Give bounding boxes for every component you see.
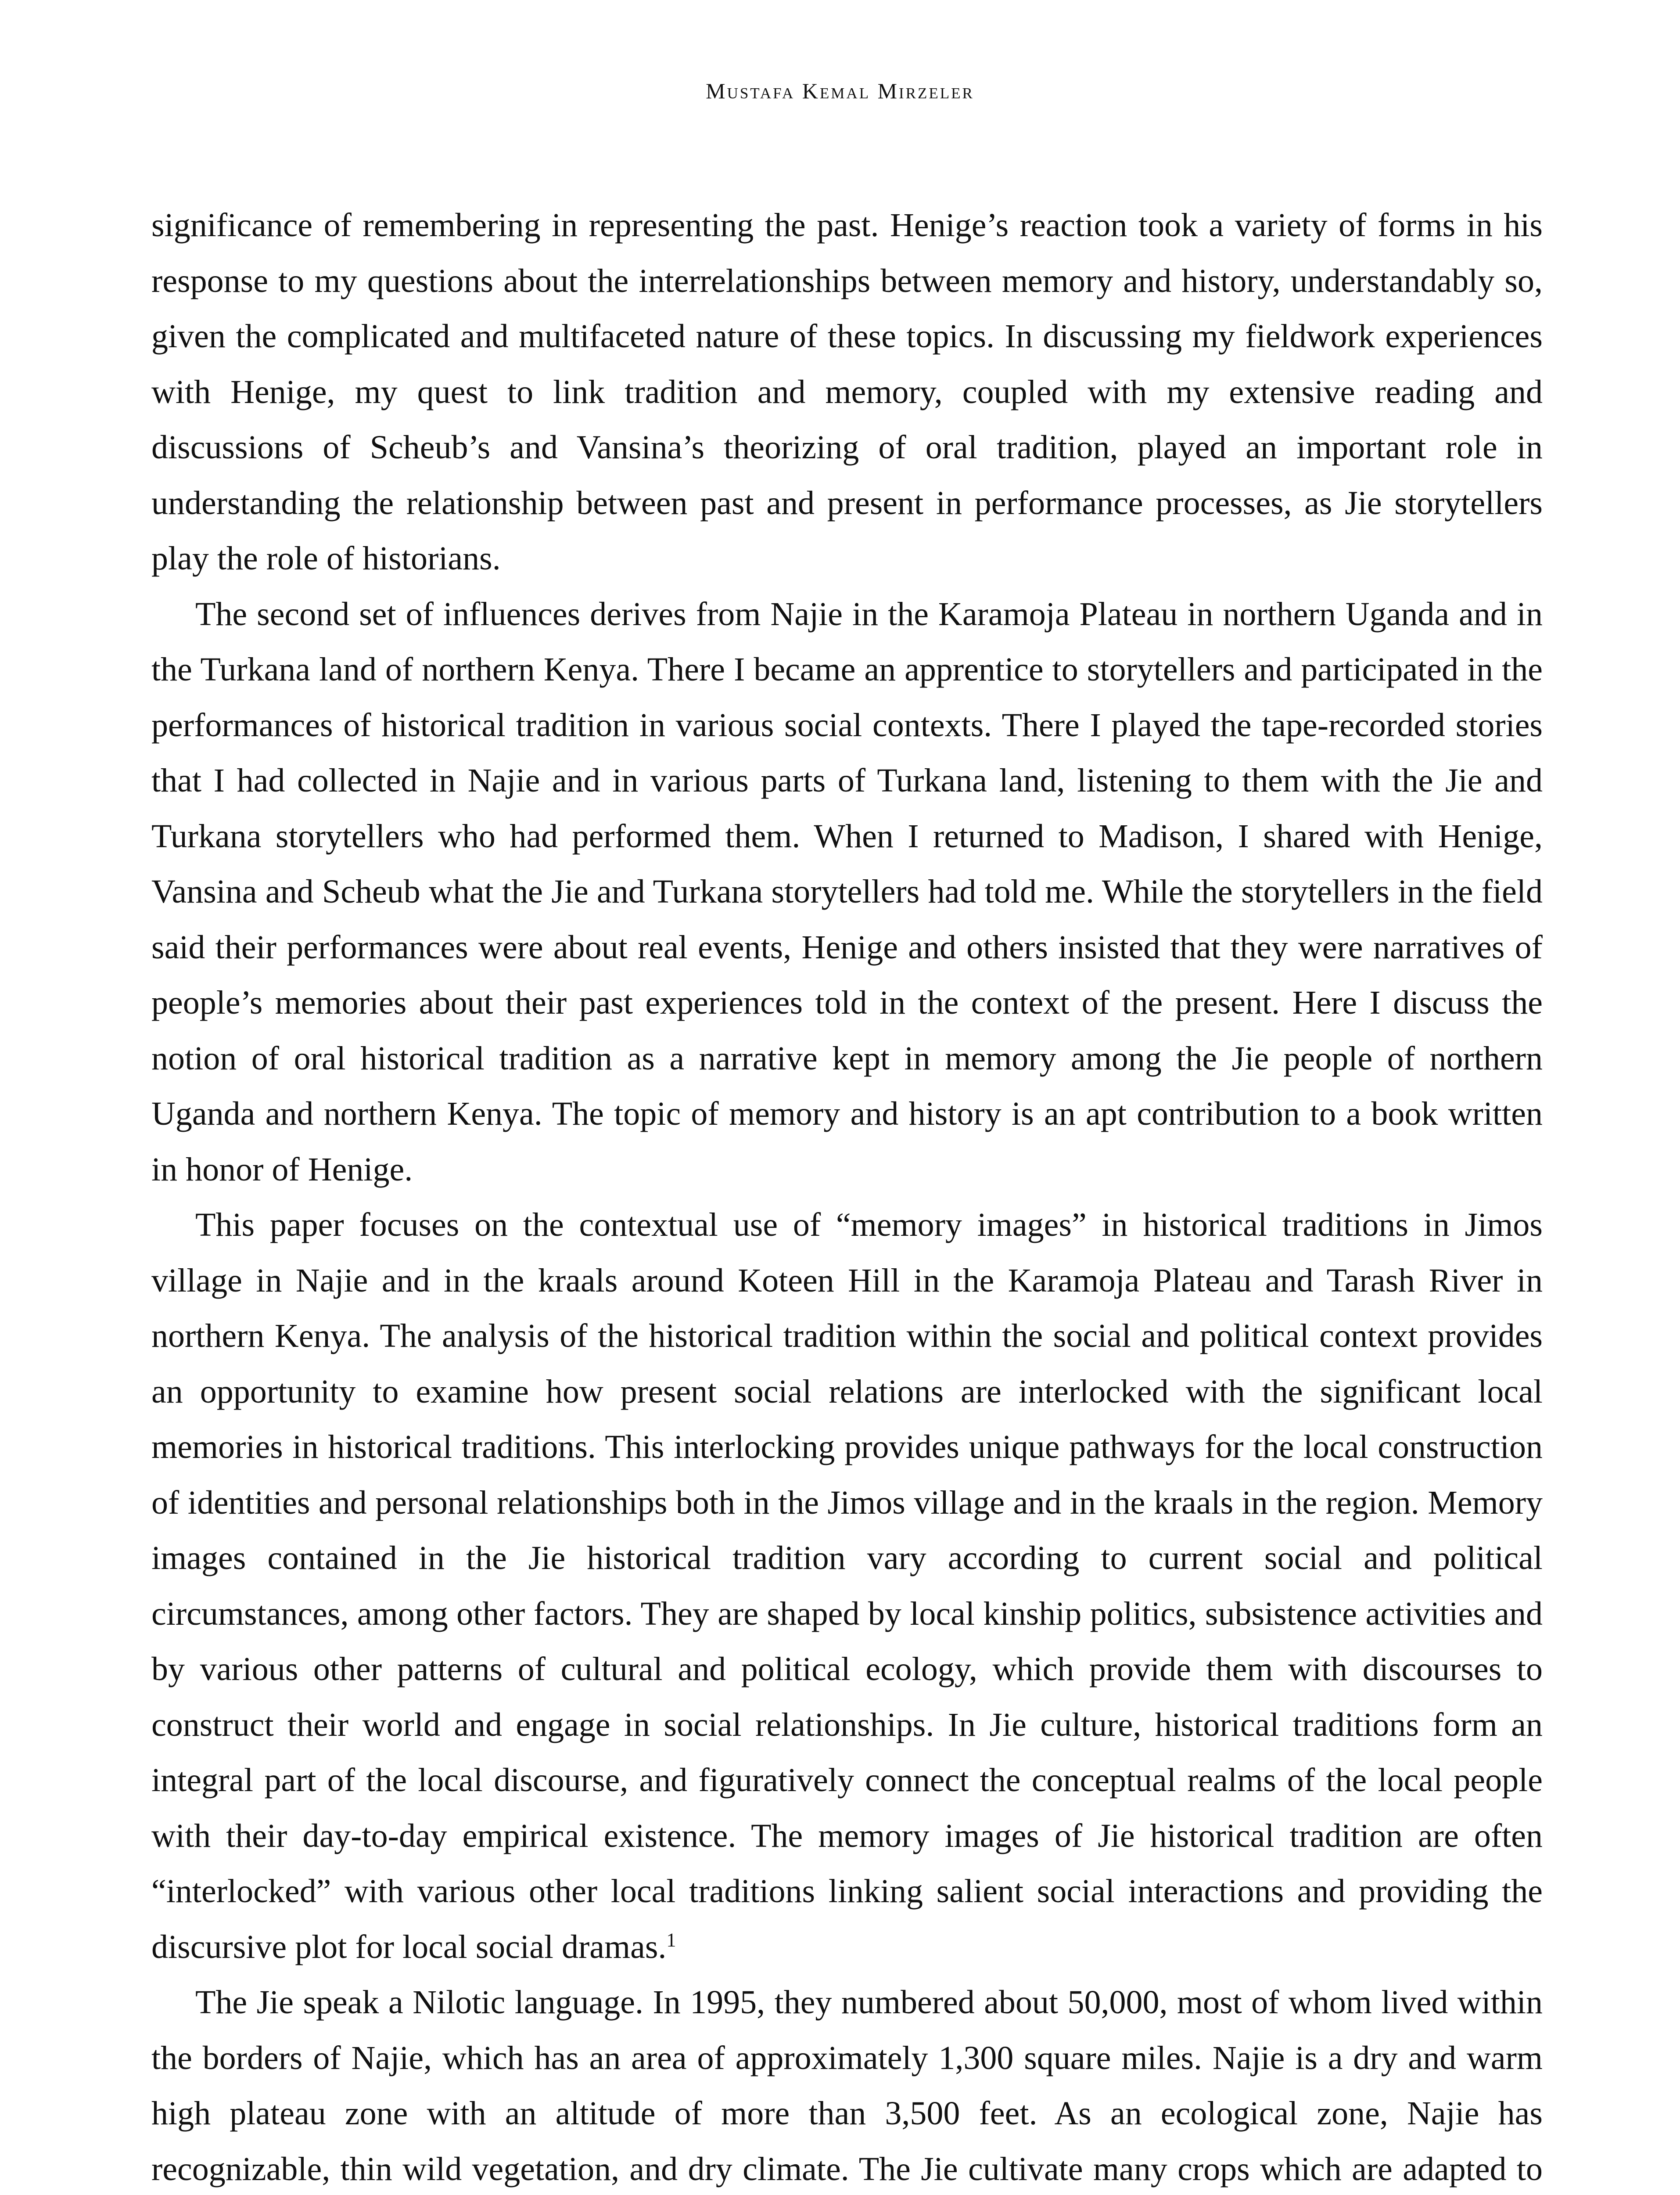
body-text: [151, 198, 1543, 2195]
paragraph-continued: significance of remembering in representing the past. Henige’s reaction took a variety of forms in his response to my questions about the interrelationships between memory and history, understandably so, given the complicated and multifaceted nature of these topics. In discussing my fieldwork experiences with Henige, my quest to link tradition and memory, coupled with my extensive reading and discussions of Scheub’s and Vansina’s theorizing of oral tradition, played an important role in understanding the relationship between past and present in performance processes, as Jie storytellers play the role of historians.: [151, 207, 1543, 577]
paragraph-jie-language: The Jie speak a Nilotic language. In 1995, they numbered about 50,000, most of whom lived within the borders of Najie, which has an area of approximately 1,300 square miles. Najie is a dry and warm high plateau zone with an altitude of more than 3,500 feet. As an ecological zone, Najie has recognizable, thin wild vegetation, and dry climate. The Jie cultivate many crops which are adapted to: [151, 1984, 1543, 2188]
paragraph-memory-images-text: This paper focuses on the contextual use of “memory images” in historical traditions in Jimos village in Najie and in the kraals around Koteen Hill in the Karamoja Plateau and Tarash River in northern Kenya. The analysis of the historical tradition within the social and political context provides an opportunity to examine how present social relations are interlocked with the significant local memories in historical traditions. This interlocking provides unique pathways for the local construction of identities and personal relationships both in the Jimos village and in the kraals in the region. Memory images contained in the Jie historical tradition vary according to current social and political circumstances, among other factors. They are shaped by local kinship politics, subsistence activities and by various other patterns of cultural and political ecology, which provide them with discourses to construct their world and engage in social relationships. In Jie culture, historical traditions form an integral part of the local discourse, and figuratively connect the conceptual realms of the local people with their day-to-day empirical existence. The memory images of Jie historical tradition are often “interlocked” with various other local traditions linking salient social interactions and providing the discursive plot for local social dramas.: [151, 1206, 1543, 1965]
paragraph-influences: The second set of influences derives from Najie in the Karamoja Plateau in northern Uganda and in the Turkana land of northern Kenya. There I became an apprentice to storytellers and participated in the performances of historical tradition in various social contexts. There I played the tape-recorded stories that I had collected in Najie and in various parts of Turkana land, listening to them with the Jie and Turkana storytellers who had performed them. When I returned to Madison, I shared with Henige, Vansina and Scheub what the Jie and Turkana storytellers had told me. While the storytellers in the field said their performances were about real events, Henige and others insisted that they were narratives of people’s memories about their past experiences told in the context of the present. Here I discuss the notion of oral historical tradition as a narrative kept in memory among the Jie people of northern Uganda and northern Kenya. The topic of memory and history is an apt contribution to a book written in honor of Henige.: [151, 595, 1543, 1188]
footnote-marker[interactable]: 1: [666, 1929, 676, 1951]
paragraph-memory-images: [151, 1197, 1543, 1975]
running-head: Mustafa Kemal Mirzeler: [706, 79, 974, 103]
